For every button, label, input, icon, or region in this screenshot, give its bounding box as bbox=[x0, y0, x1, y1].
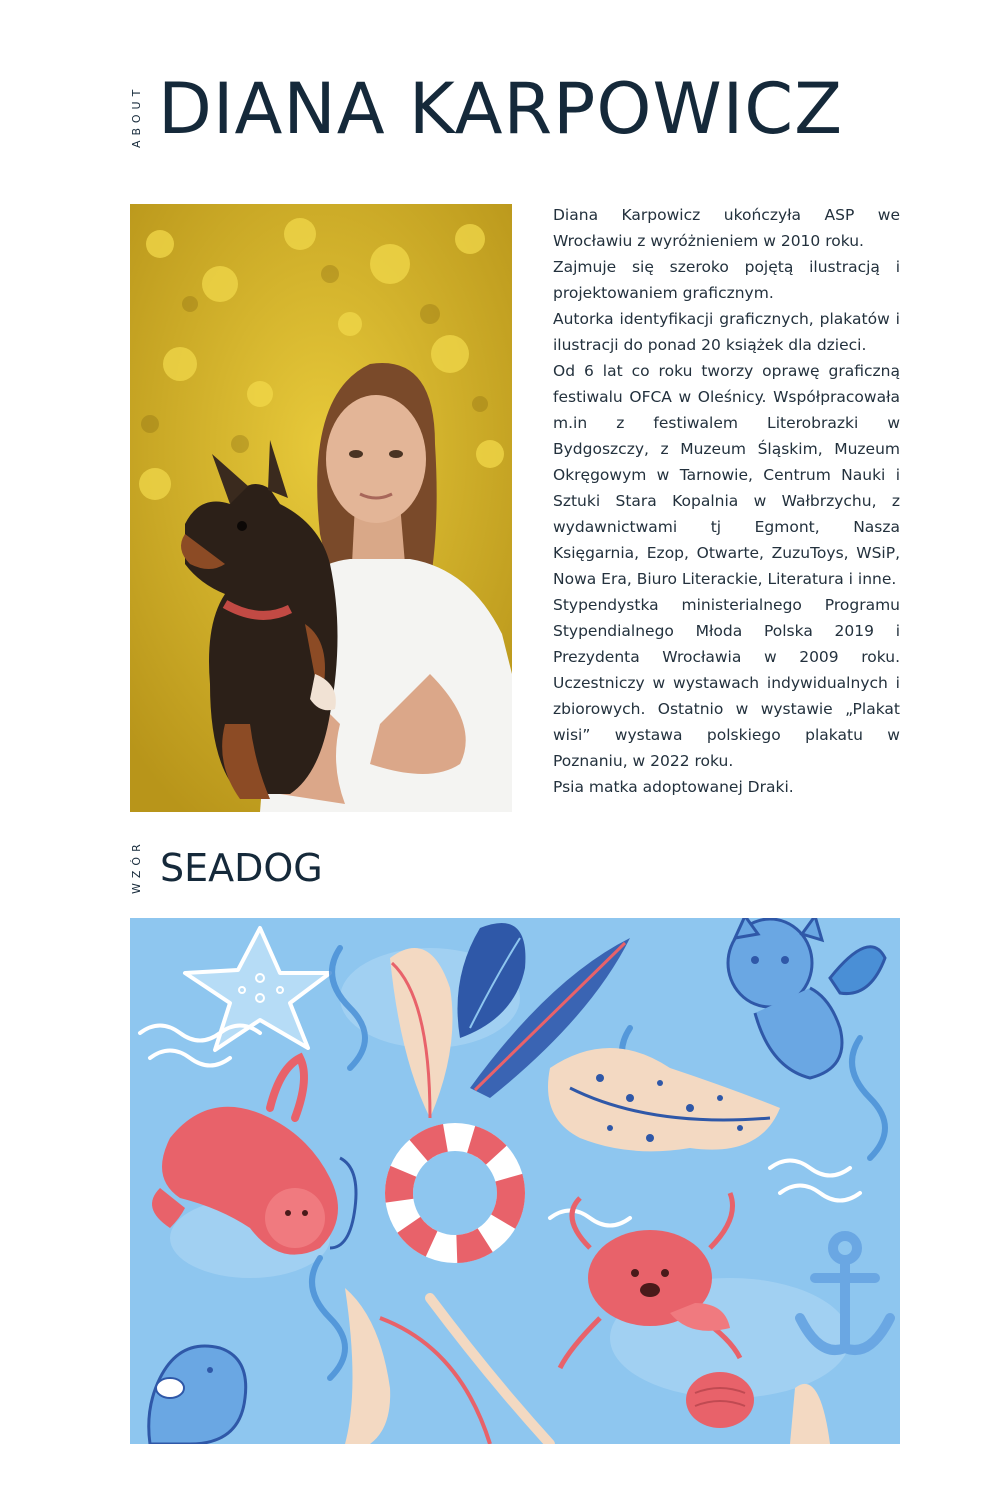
life-ring-icon bbox=[385, 1123, 525, 1263]
bio-paragraph: Autorka identyfikacji graficznych, plakatów i ilustracji do ponad 20 książek dla dzieci. bbox=[553, 310, 900, 354]
page-title: DIANA KARPOWICZ bbox=[158, 68, 844, 150]
bio-paragraph: Zajmuje się szeroko pojętą ilustracją i projektowaniem graficznym. bbox=[553, 258, 900, 302]
about-label: ABOUT bbox=[130, 84, 143, 148]
portrait-photo bbox=[130, 204, 512, 812]
biography-text bbox=[553, 202, 900, 800]
pattern-label: WZÓR bbox=[130, 839, 143, 894]
seadog-pattern-illustration bbox=[130, 918, 900, 1444]
bio-paragraph: Psia matka adoptowanej Draki. bbox=[553, 778, 794, 796]
bio-paragraph: Od 6 lat co roku tworzy oprawę graficzną festiwalu OFCA w Oleśnicy. Współpracowała m.in z festiwalem Literobrazki w Bydgoszczy, z Muzeum Śląskim, Muzeum Okręgowym w Tarnowie, Centrum Nauki i Sztuki Stara Kopalnia w Wałbrzychu, z wydawnictwami tj Egmont, Nasza Księgarnia, Ezop, Otwarte, ZuzuToys, WSiP, Nowa Era, Biuro Literackie, Literatura i inne. bbox=[553, 362, 900, 588]
bio-paragraph: Diana Karpowicz ukończyła ASP we Wrocławiu z wyróżnieniem w 2010 roku. bbox=[553, 206, 900, 250]
bio-paragraph: Stypendystka ministerialnego Programu Stypendialnego Młoda Polska 2019 i Prezydenta Wrocławia w 2009 roku. Uczestniczy w wystawach indywidualnych i zbiorowych. Ostatnio w wystawie „Plakat wisi” wystawa polskiego plakatu w Poznaniu, w 2022 roku. bbox=[553, 596, 900, 770]
section-title: SEADOG bbox=[160, 846, 323, 890]
